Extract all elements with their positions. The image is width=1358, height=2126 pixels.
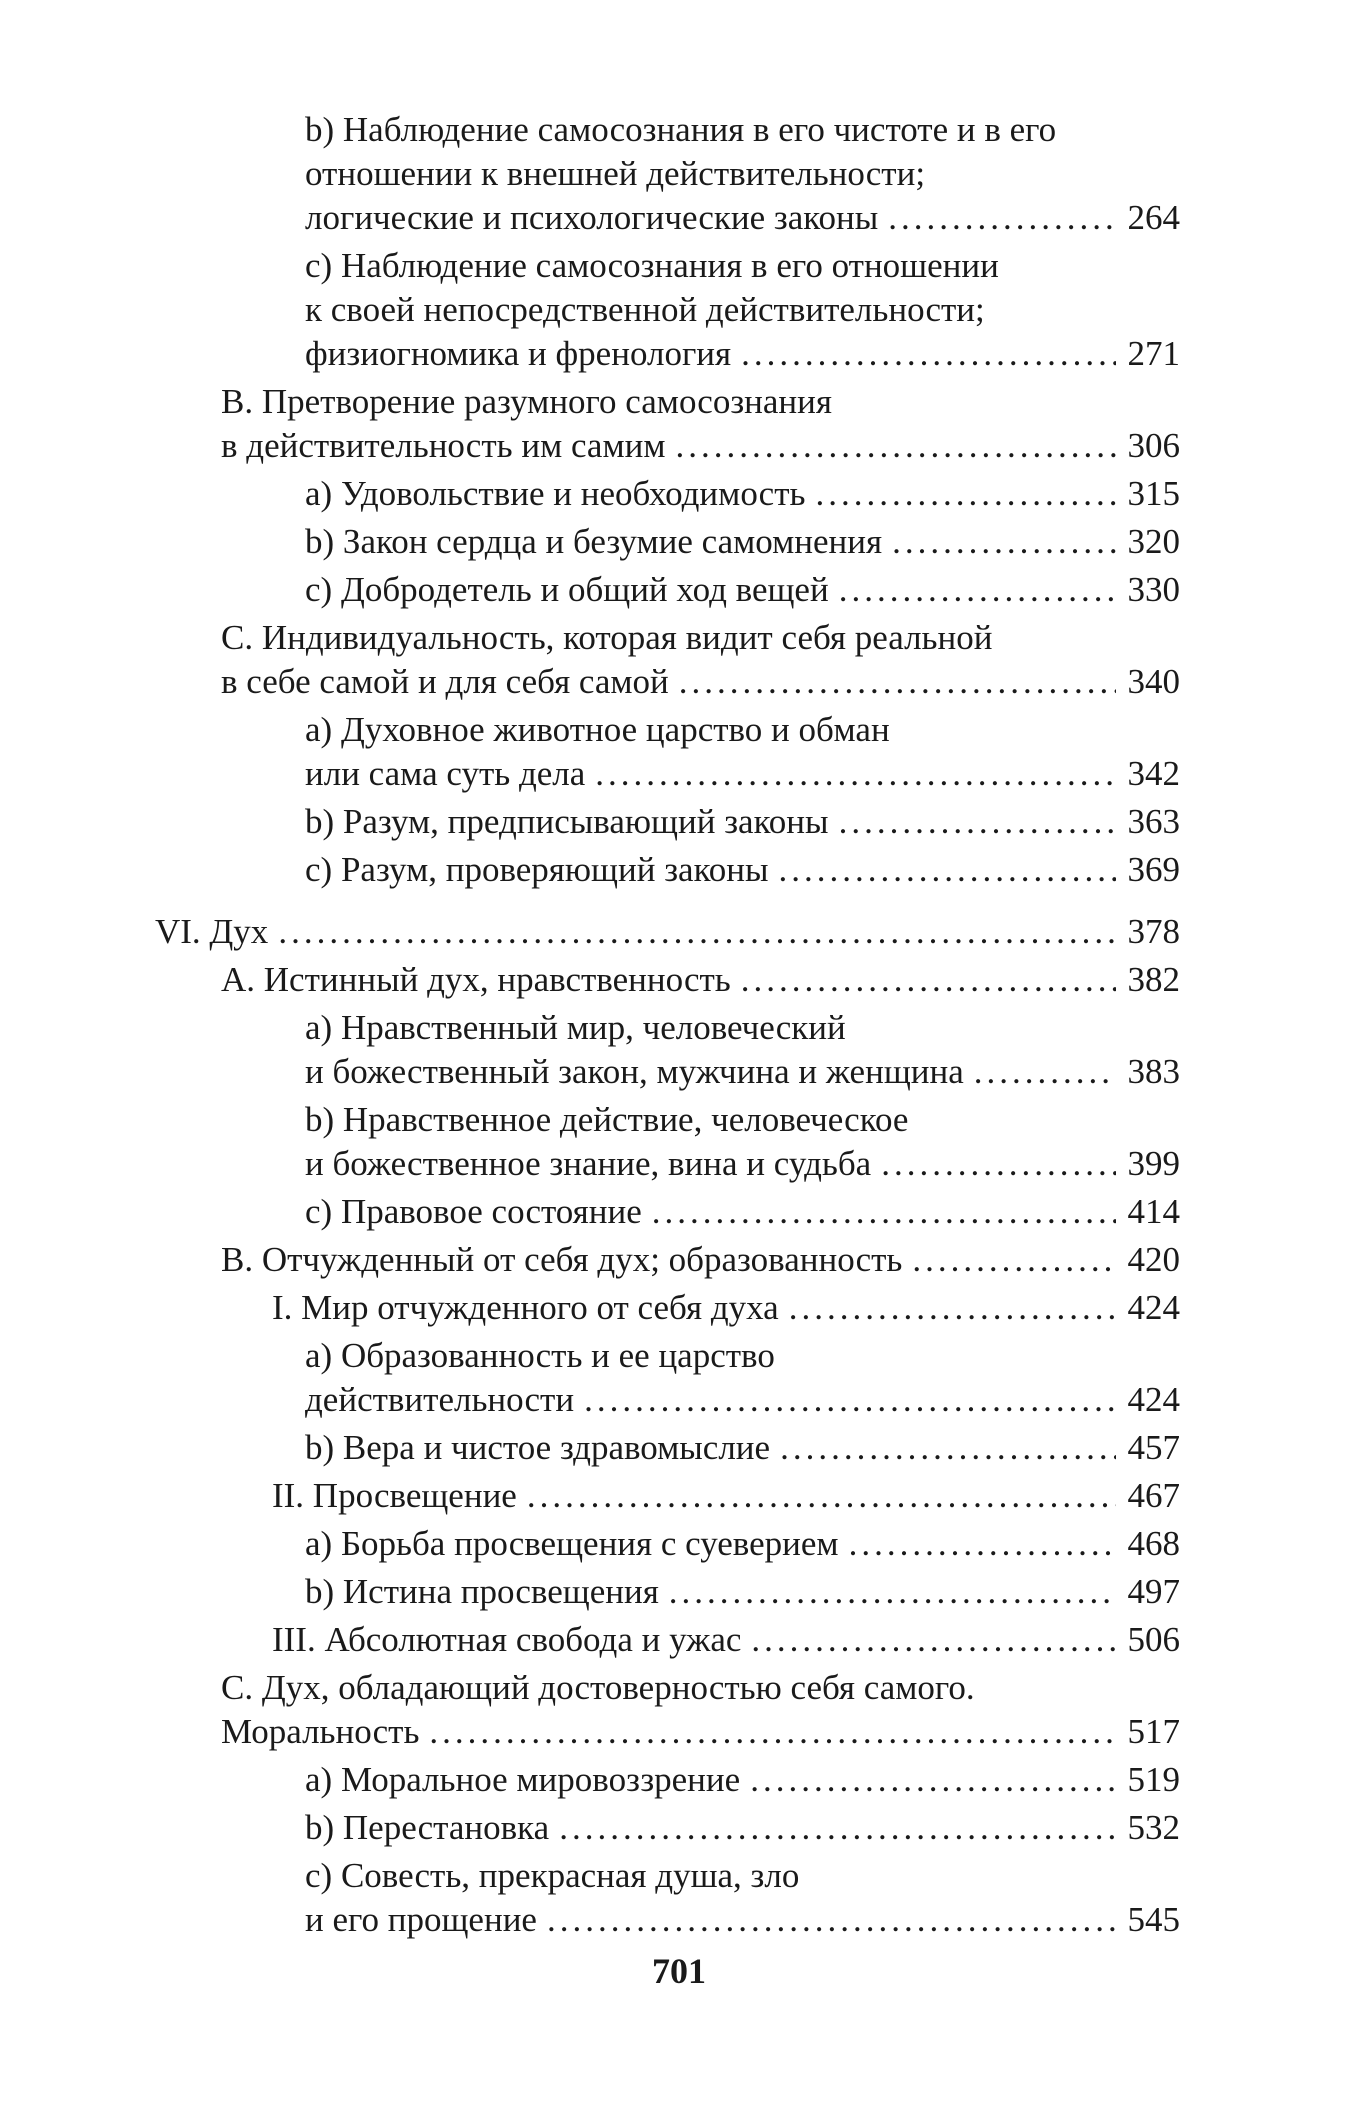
toc-entry bbox=[155, 1426, 1180, 1470]
toc-entry bbox=[155, 568, 1180, 612]
toc-entry-title: b) Разум, предписывающий законы bbox=[305, 802, 829, 841]
toc-entry-title: действительности bbox=[305, 1380, 575, 1419]
toc-page-number: 383 bbox=[1127, 1052, 1180, 1091]
leader-dots bbox=[839, 568, 1116, 612]
leader-dots bbox=[679, 660, 1116, 704]
toc-entry-line bbox=[305, 1006, 1180, 1050]
leader-dots bbox=[527, 1474, 1116, 1518]
toc-page-number: 382 bbox=[1127, 960, 1180, 999]
toc-entry-last-line bbox=[272, 1618, 1180, 1662]
toc-entry-last-line bbox=[305, 196, 1180, 240]
toc-entry-title: a) Образованность и ее царство bbox=[305, 1336, 775, 1375]
toc-entry-title: b) Закон сердца и безумие самомнения bbox=[305, 522, 883, 561]
toc-page-number: 414 bbox=[1127, 1192, 1180, 1231]
toc-entry-title: a) Нравственный мир, человеческий bbox=[305, 1008, 846, 1047]
toc-entry bbox=[155, 1286, 1180, 1330]
toc-entry-title: c) Разум, проверяющий законы bbox=[305, 850, 769, 889]
toc-entry bbox=[155, 520, 1180, 564]
toc-entry-title: Моральность bbox=[221, 1712, 420, 1751]
toc-page-number: 532 bbox=[1127, 1808, 1180, 1847]
toc-page-number: 424 bbox=[1127, 1288, 1180, 1327]
toc-entry-title: c) Правовое состояние bbox=[305, 1192, 642, 1231]
toc-entry-line bbox=[305, 708, 1180, 752]
toc-entry-last-line bbox=[221, 424, 1180, 468]
leader-dots bbox=[888, 196, 1116, 240]
toc-entry-title: c) Добродетель и общий ход вещей bbox=[305, 570, 829, 609]
toc-entry-last-line bbox=[305, 1570, 1180, 1614]
leader-dots bbox=[779, 848, 1116, 892]
leader-dots bbox=[547, 1898, 1116, 1942]
toc-entry-title: отношении к внешней действительности; bbox=[305, 154, 926, 193]
toc-entry bbox=[155, 1006, 1180, 1094]
toc-entry-title: a) Борьба просвещения с суеверием bbox=[305, 1524, 839, 1563]
leader-dots bbox=[881, 1142, 1116, 1186]
toc-entry bbox=[155, 1806, 1180, 1850]
toc-page-number: 420 bbox=[1127, 1240, 1180, 1279]
leader-dots bbox=[595, 752, 1116, 796]
leader-dots bbox=[849, 1522, 1116, 1566]
toc-entry-last-line bbox=[221, 1238, 1180, 1282]
toc-entry bbox=[155, 108, 1180, 240]
toc-entry-line bbox=[305, 288, 1180, 332]
toc-entry-last-line bbox=[155, 910, 1180, 954]
leader-dots bbox=[278, 910, 1116, 954]
toc-page-number: 264 bbox=[1127, 198, 1180, 237]
toc-entry-title: или сама суть дела bbox=[305, 754, 586, 793]
leader-dots bbox=[815, 472, 1116, 516]
toc-entry-title: и божественное знание, вина и судьба bbox=[305, 1144, 872, 1183]
toc-entry-title: VI. Дух bbox=[155, 912, 269, 951]
toc-entry-title: a) Моральное мировоззрение bbox=[305, 1760, 741, 1799]
toc-entry bbox=[155, 380, 1180, 468]
toc-entry-last-line bbox=[305, 848, 1180, 892]
leader-dots bbox=[750, 1758, 1116, 1802]
toc-entry-last-line bbox=[305, 1378, 1180, 1422]
toc-entry-title: C. Индивидуальность, которая видит себя реальной bbox=[221, 618, 993, 657]
toc-page-number: 468 bbox=[1127, 1524, 1180, 1563]
toc-entry bbox=[155, 1098, 1180, 1186]
toc-entry-last-line bbox=[305, 568, 1180, 612]
table-of-contents bbox=[155, 108, 1180, 1942]
toc-entry-last-line bbox=[305, 1190, 1180, 1234]
toc-entry bbox=[155, 708, 1180, 796]
toc-entry-title: физиогномика и френология bbox=[305, 334, 732, 373]
toc-entry-line bbox=[305, 1854, 1180, 1898]
leader-dots bbox=[751, 1618, 1116, 1662]
leader-dots bbox=[669, 1570, 1116, 1614]
toc-entry-line bbox=[305, 108, 1180, 152]
toc-entry-title: II. Просвещение bbox=[272, 1476, 517, 1515]
toc-entry bbox=[155, 1854, 1180, 1942]
toc-page-number: 315 bbox=[1127, 474, 1180, 513]
toc-entry-title: I. Мир отчужденного от себя духа bbox=[272, 1288, 779, 1327]
toc-entry-title: C. Дух, обладающий достоверностью себя самого. bbox=[221, 1668, 975, 1707]
toc-entry-last-line bbox=[305, 1806, 1180, 1850]
toc-page-number: 545 bbox=[1127, 1900, 1180, 1939]
toc-entry-last-line bbox=[305, 1522, 1180, 1566]
toc-entry-line bbox=[305, 244, 1180, 288]
toc-entry bbox=[155, 1474, 1180, 1518]
toc-entry bbox=[155, 800, 1180, 844]
toc-entry-title: в действительность им самим bbox=[221, 426, 666, 465]
toc-entry bbox=[155, 1758, 1180, 1802]
leader-dots bbox=[652, 1190, 1116, 1234]
toc-entry-title: и его прощение bbox=[305, 1900, 537, 1939]
toc-entry-title: c) Наблюдение самосознания в его отношении bbox=[305, 246, 999, 285]
toc-entry-line bbox=[221, 380, 1180, 424]
toc-entry-line bbox=[305, 1098, 1180, 1142]
toc-entry-last-line bbox=[221, 660, 1180, 704]
toc-entry-last-line bbox=[305, 1898, 1180, 1942]
leader-dots bbox=[741, 332, 1116, 376]
leader-dots bbox=[974, 1050, 1116, 1094]
toc-page-number: 306 bbox=[1127, 426, 1180, 465]
toc-entry-last-line bbox=[221, 958, 1180, 1002]
leader-dots bbox=[741, 958, 1116, 1002]
toc-entry-last-line bbox=[305, 472, 1180, 516]
leader-dots bbox=[789, 1286, 1116, 1330]
toc-entry-last-line bbox=[272, 1474, 1180, 1518]
toc-entry-title: c) Совесть, прекрасная душа, зло bbox=[305, 1856, 800, 1895]
leader-dots bbox=[676, 424, 1117, 468]
leader-dots bbox=[839, 800, 1116, 844]
toc-page-number: 424 bbox=[1127, 1380, 1180, 1419]
toc-page-number: 506 bbox=[1127, 1620, 1180, 1659]
toc-entry bbox=[155, 1238, 1180, 1282]
toc-entry bbox=[155, 1618, 1180, 1662]
toc-entry-title: в себе самой и для себя самой bbox=[221, 662, 669, 701]
leader-dots bbox=[584, 1378, 1116, 1422]
toc-entry-last-line bbox=[305, 332, 1180, 376]
toc-entry bbox=[155, 848, 1180, 892]
toc-entry bbox=[155, 1666, 1180, 1754]
toc-entry bbox=[155, 1190, 1180, 1234]
toc-page-number: 340 bbox=[1127, 662, 1180, 701]
toc-page-number: 399 bbox=[1127, 1144, 1180, 1183]
toc-entry-last-line bbox=[305, 1426, 1180, 1470]
toc-entry bbox=[155, 472, 1180, 516]
toc-entry bbox=[155, 1522, 1180, 1566]
toc-entry-title: a) Духовное животное царство и обман bbox=[305, 710, 890, 749]
toc-page-number: 519 bbox=[1127, 1760, 1180, 1799]
leader-dots bbox=[892, 520, 1116, 564]
toc-page-number: 369 bbox=[1127, 850, 1180, 889]
toc-entry-title: логические и психологические законы bbox=[305, 198, 879, 237]
toc-entry-last-line bbox=[305, 1142, 1180, 1186]
toc-page-number: 363 bbox=[1127, 802, 1180, 841]
toc-entry-last-line bbox=[305, 1050, 1180, 1094]
toc-page-number: 517 bbox=[1127, 1712, 1180, 1751]
toc-entry-last-line bbox=[305, 520, 1180, 564]
toc-page-number: 378 bbox=[1127, 912, 1180, 951]
toc-entry-title: к своей непосредственной действительности; bbox=[305, 290, 985, 329]
toc-entry-title: B. Претворение разумного самосознания bbox=[221, 382, 832, 421]
toc-page-number: 342 bbox=[1127, 754, 1180, 793]
toc-page-number: 457 bbox=[1127, 1428, 1180, 1467]
toc-entry-line bbox=[221, 616, 1180, 660]
toc-entry bbox=[155, 910, 1180, 954]
leader-dots bbox=[912, 1238, 1116, 1282]
toc-entry-title: III. Абсолютная свобода и ужас bbox=[272, 1620, 742, 1659]
toc-entry-title: A. Истинный дух, нравственность bbox=[221, 960, 731, 999]
toc-entry-title: b) Вера и чистое здравомыслие bbox=[305, 1428, 771, 1467]
toc-entry-title: b) Истина просвещения bbox=[305, 1572, 659, 1611]
toc-entry-title: b) Перестановка bbox=[305, 1808, 550, 1847]
toc-entry-line bbox=[221, 1666, 1180, 1710]
toc-entry-title: b) Нравственное действие, человеческое bbox=[305, 1100, 909, 1139]
toc-entry-last-line bbox=[305, 800, 1180, 844]
toc-entry bbox=[155, 1334, 1180, 1422]
toc-entry bbox=[155, 244, 1180, 376]
toc-entry bbox=[155, 1570, 1180, 1614]
toc-page-number: 271 bbox=[1127, 334, 1180, 373]
leader-dots bbox=[559, 1806, 1116, 1850]
leader-dots bbox=[429, 1710, 1116, 1754]
toc-entry-last-line bbox=[305, 1758, 1180, 1802]
page-number: 701 bbox=[652, 1951, 706, 1991]
toc-page-number: 320 bbox=[1127, 522, 1180, 561]
toc-entry-title: B. Отчужденный от себя дух; образованность bbox=[221, 1240, 903, 1279]
toc-entry-last-line bbox=[221, 1710, 1180, 1754]
toc-entry bbox=[155, 958, 1180, 1002]
toc-entry bbox=[155, 616, 1180, 704]
toc-page-number: 330 bbox=[1127, 570, 1180, 609]
toc-entry-title: b) Наблюдение самосознания в его чистоте и в его bbox=[305, 110, 1057, 149]
toc-entry-line bbox=[305, 152, 1180, 196]
leader-dots bbox=[780, 1426, 1116, 1470]
toc-page-number: 467 bbox=[1127, 1476, 1180, 1515]
toc-entry-line bbox=[305, 1334, 1180, 1378]
toc-entry-title: a) Удовольствие и необходимость bbox=[305, 474, 806, 513]
toc-entry-last-line bbox=[305, 752, 1180, 796]
toc-entry-title: и божественный закон, мужчина и женщина bbox=[305, 1052, 964, 1091]
toc-entry-last-line bbox=[272, 1286, 1180, 1330]
toc-page-number: 497 bbox=[1127, 1572, 1180, 1611]
